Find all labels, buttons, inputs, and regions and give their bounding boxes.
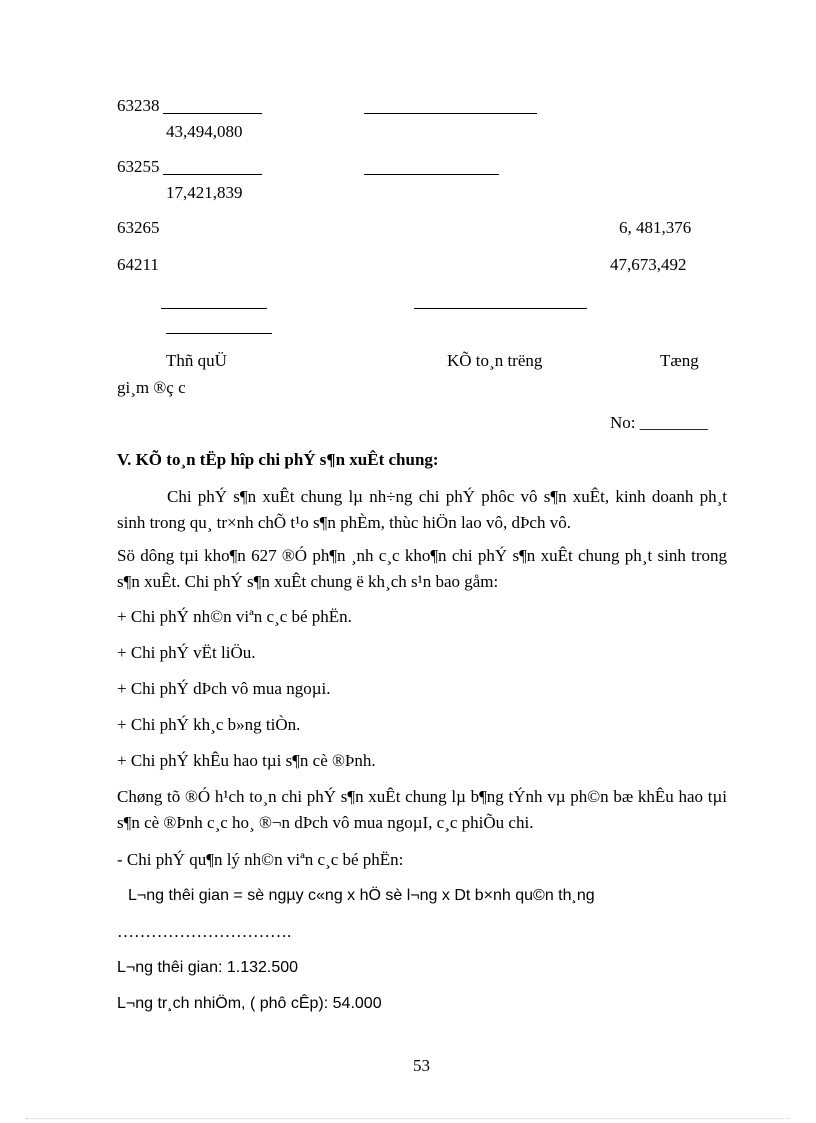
list-item: + Chi phÝ kh¸c b»ng tiÒn. <box>117 715 301 734</box>
paragraph: Chi phÝ s¶n xuÊt chung lµ nh÷ng chi phÝ phôc vô s¶n xuÊt, kinh doanh ph¸t sinh trong qu¸ tr×nh chÕ t¹o s¶n phÈm, thùc hiÖn lao vô, dÞch vô. <box>117 487 727 532</box>
page-edge <box>26 1118 790 1119</box>
formula: L¬ng thêi gian = sè ngµy c«ng x hÖ sè l¬ng x Dt b×nh qu©n th¸ng <box>128 887 595 904</box>
underline <box>163 113 262 114</box>
signature-cashier: Thñ quÜ <box>166 351 227 370</box>
paragraph: - Chi phÝ qu¶n lý nh©n viªn c¸c bé phËn: <box>117 850 404 869</box>
signature-chief-accountant: KÕ to¸n trëng <box>447 351 543 370</box>
account-amount-3: 6, 481,376 <box>619 218 692 237</box>
underline <box>163 174 262 175</box>
wage-time: L¬ng thêi gian: 1.132.500 <box>117 959 299 976</box>
account-code-1: 63238 <box>117 96 160 115</box>
signature-line <box>414 308 587 309</box>
wage-responsibility: L¬ng tr¸ch nhiÖm, ( phô cÊp): 54.000 <box>117 995 382 1012</box>
account-amount-4: 47,673,492 <box>610 255 687 274</box>
signature-line <box>166 333 272 334</box>
paragraph: Sö dông tµi kho¶n 627 ®Ó ph¶n ¸nh c¸c kho¶n chi phÝ s¶n xuÊt chung ph¸t sinh trong s¶n xuÊt. Chi phÝ s¶n xuÊt chung ë kh¸ch s¹n bao gåm: <box>117 546 727 591</box>
account-code-2: 63255 <box>117 157 160 176</box>
signature-director: Tæng <box>660 351 699 370</box>
underline <box>364 113 537 114</box>
account-amount-1: 43,494,080 <box>166 122 243 141</box>
signature-director-cont: gi¸m ®ç c <box>117 378 186 397</box>
underline <box>364 174 499 175</box>
list-item: + Chi phÝ khÊu hao tµi s¶n cè ®Þnh. <box>117 751 376 770</box>
page-number: 53 <box>413 1056 430 1075</box>
list-item: + Chi phÝ dÞch vô mua ngoµi. <box>117 679 331 698</box>
account-amount-2: 17,421,839 <box>166 183 243 202</box>
signature-line <box>161 308 267 309</box>
account-code-4: 64211 <box>117 255 159 274</box>
list-item: + Chi phÝ nh©n viªn c¸c bé phËn. <box>117 607 352 626</box>
dotted-line: …………………………. <box>117 922 292 941</box>
section-title: V. KÕ to¸n tËp hîp chi phÝ s¶n xuÊt chung: <box>117 450 439 469</box>
voucher-number: No: ________ <box>610 413 708 432</box>
list-item: + Chi phÝ vËt liÖu. <box>117 643 256 662</box>
paragraph: Chøng tõ ®Ó h¹ch to¸n chi phÝ s¶n xuÊt chung lµ b¶ng tÝnh vµ ph©n bæ khÊu hao tµi s¶n cè ®Þnh c¸c ho¸ ®¬n dÞch vô mua ngoµI, c¸c phiÕu chi. <box>117 787 727 832</box>
account-code-3: 63265 <box>117 218 160 237</box>
